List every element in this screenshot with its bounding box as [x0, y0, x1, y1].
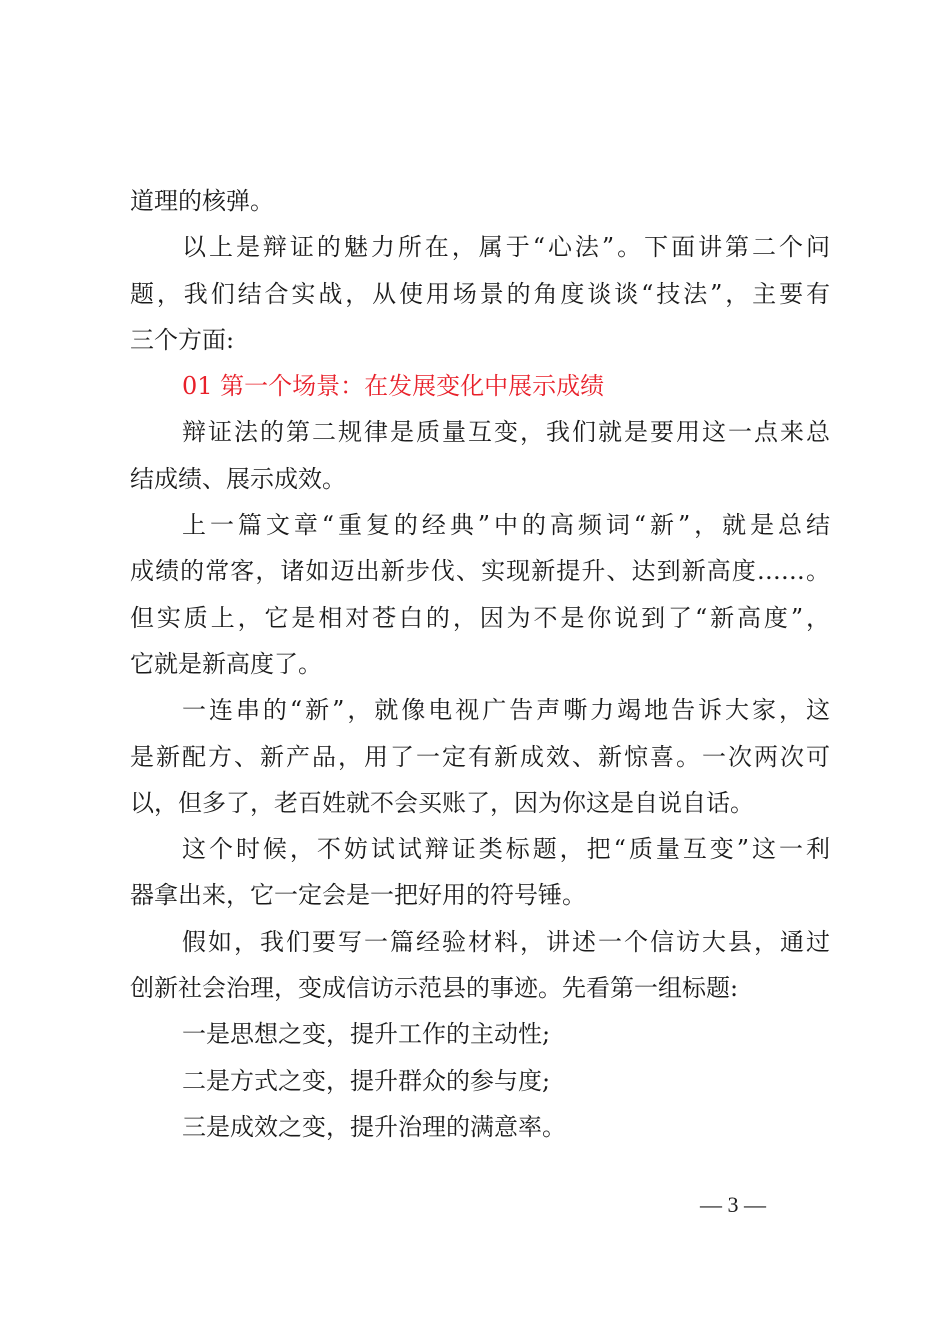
text-line: 是新配方、新产品，用了一定有新成效、新惊喜。一次两次可 — [130, 742, 830, 771]
text-line: 但实质上，它是相对苍白的，因为不是你说到了“新高度”， — [130, 603, 830, 632]
text-line: 它就是新高度了。 — [130, 649, 322, 678]
text-line: 以上是辩证的魅力所在，属于“心法”。下面讲第二个问 — [182, 233, 830, 262]
text-line: 结成绩、展示成效。 — [130, 464, 346, 493]
text-line: 辩证法的第二规律是质量互变，我们就是要用这一点来总 — [182, 418, 830, 447]
list-item: 二是方式之变，提升群众的参与度; — [182, 1066, 551, 1095]
text-line: 器拿出来，它一定会是一把好用的符号锤。 — [130, 881, 586, 910]
document-body — [130, 178, 830, 1150]
list-item: 三是成效之变，提升治理的满意率。 — [182, 1112, 566, 1141]
text-line: 上一篇文章“重复的经典”中的高频词“新”，就是总结 — [182, 511, 830, 540]
text-line: 成绩的常客，诸如迈出新步伐、实现新提升、达到新高度……。 — [130, 557, 830, 586]
text-line: 假如，我们要写一篇经验材料，讲述一个信访大县，通过 — [182, 927, 830, 956]
page-number: — 3 — — [700, 1192, 766, 1217]
text-line: 题，我们结合实战，从使用场景的角度谈谈“技法”，主要有 — [130, 279, 830, 308]
text-line: 创新社会治理，变成信访示范县的事迹。先看第一组标题: — [130, 974, 739, 1003]
text-line: 这个时候，不妨试试辩证类标题，把“质量互变”这一利 — [182, 835, 830, 864]
list-item: 一是思想之变，提升工作的主动性; — [182, 1020, 551, 1049]
text-line: 三个方面: — [130, 325, 235, 354]
text-line: 一连串的“新”，就像电视广告声嘶力竭地告诉大家，这 — [182, 696, 830, 725]
text-line: 道理的核弹。 — [130, 187, 274, 215]
text-line: 以，但多了，老百姓就不会买账了，因为你这是自说自话。 — [130, 788, 754, 817]
section-heading: 01 第一个场景：在发展变化中展示成绩 — [182, 372, 605, 401]
